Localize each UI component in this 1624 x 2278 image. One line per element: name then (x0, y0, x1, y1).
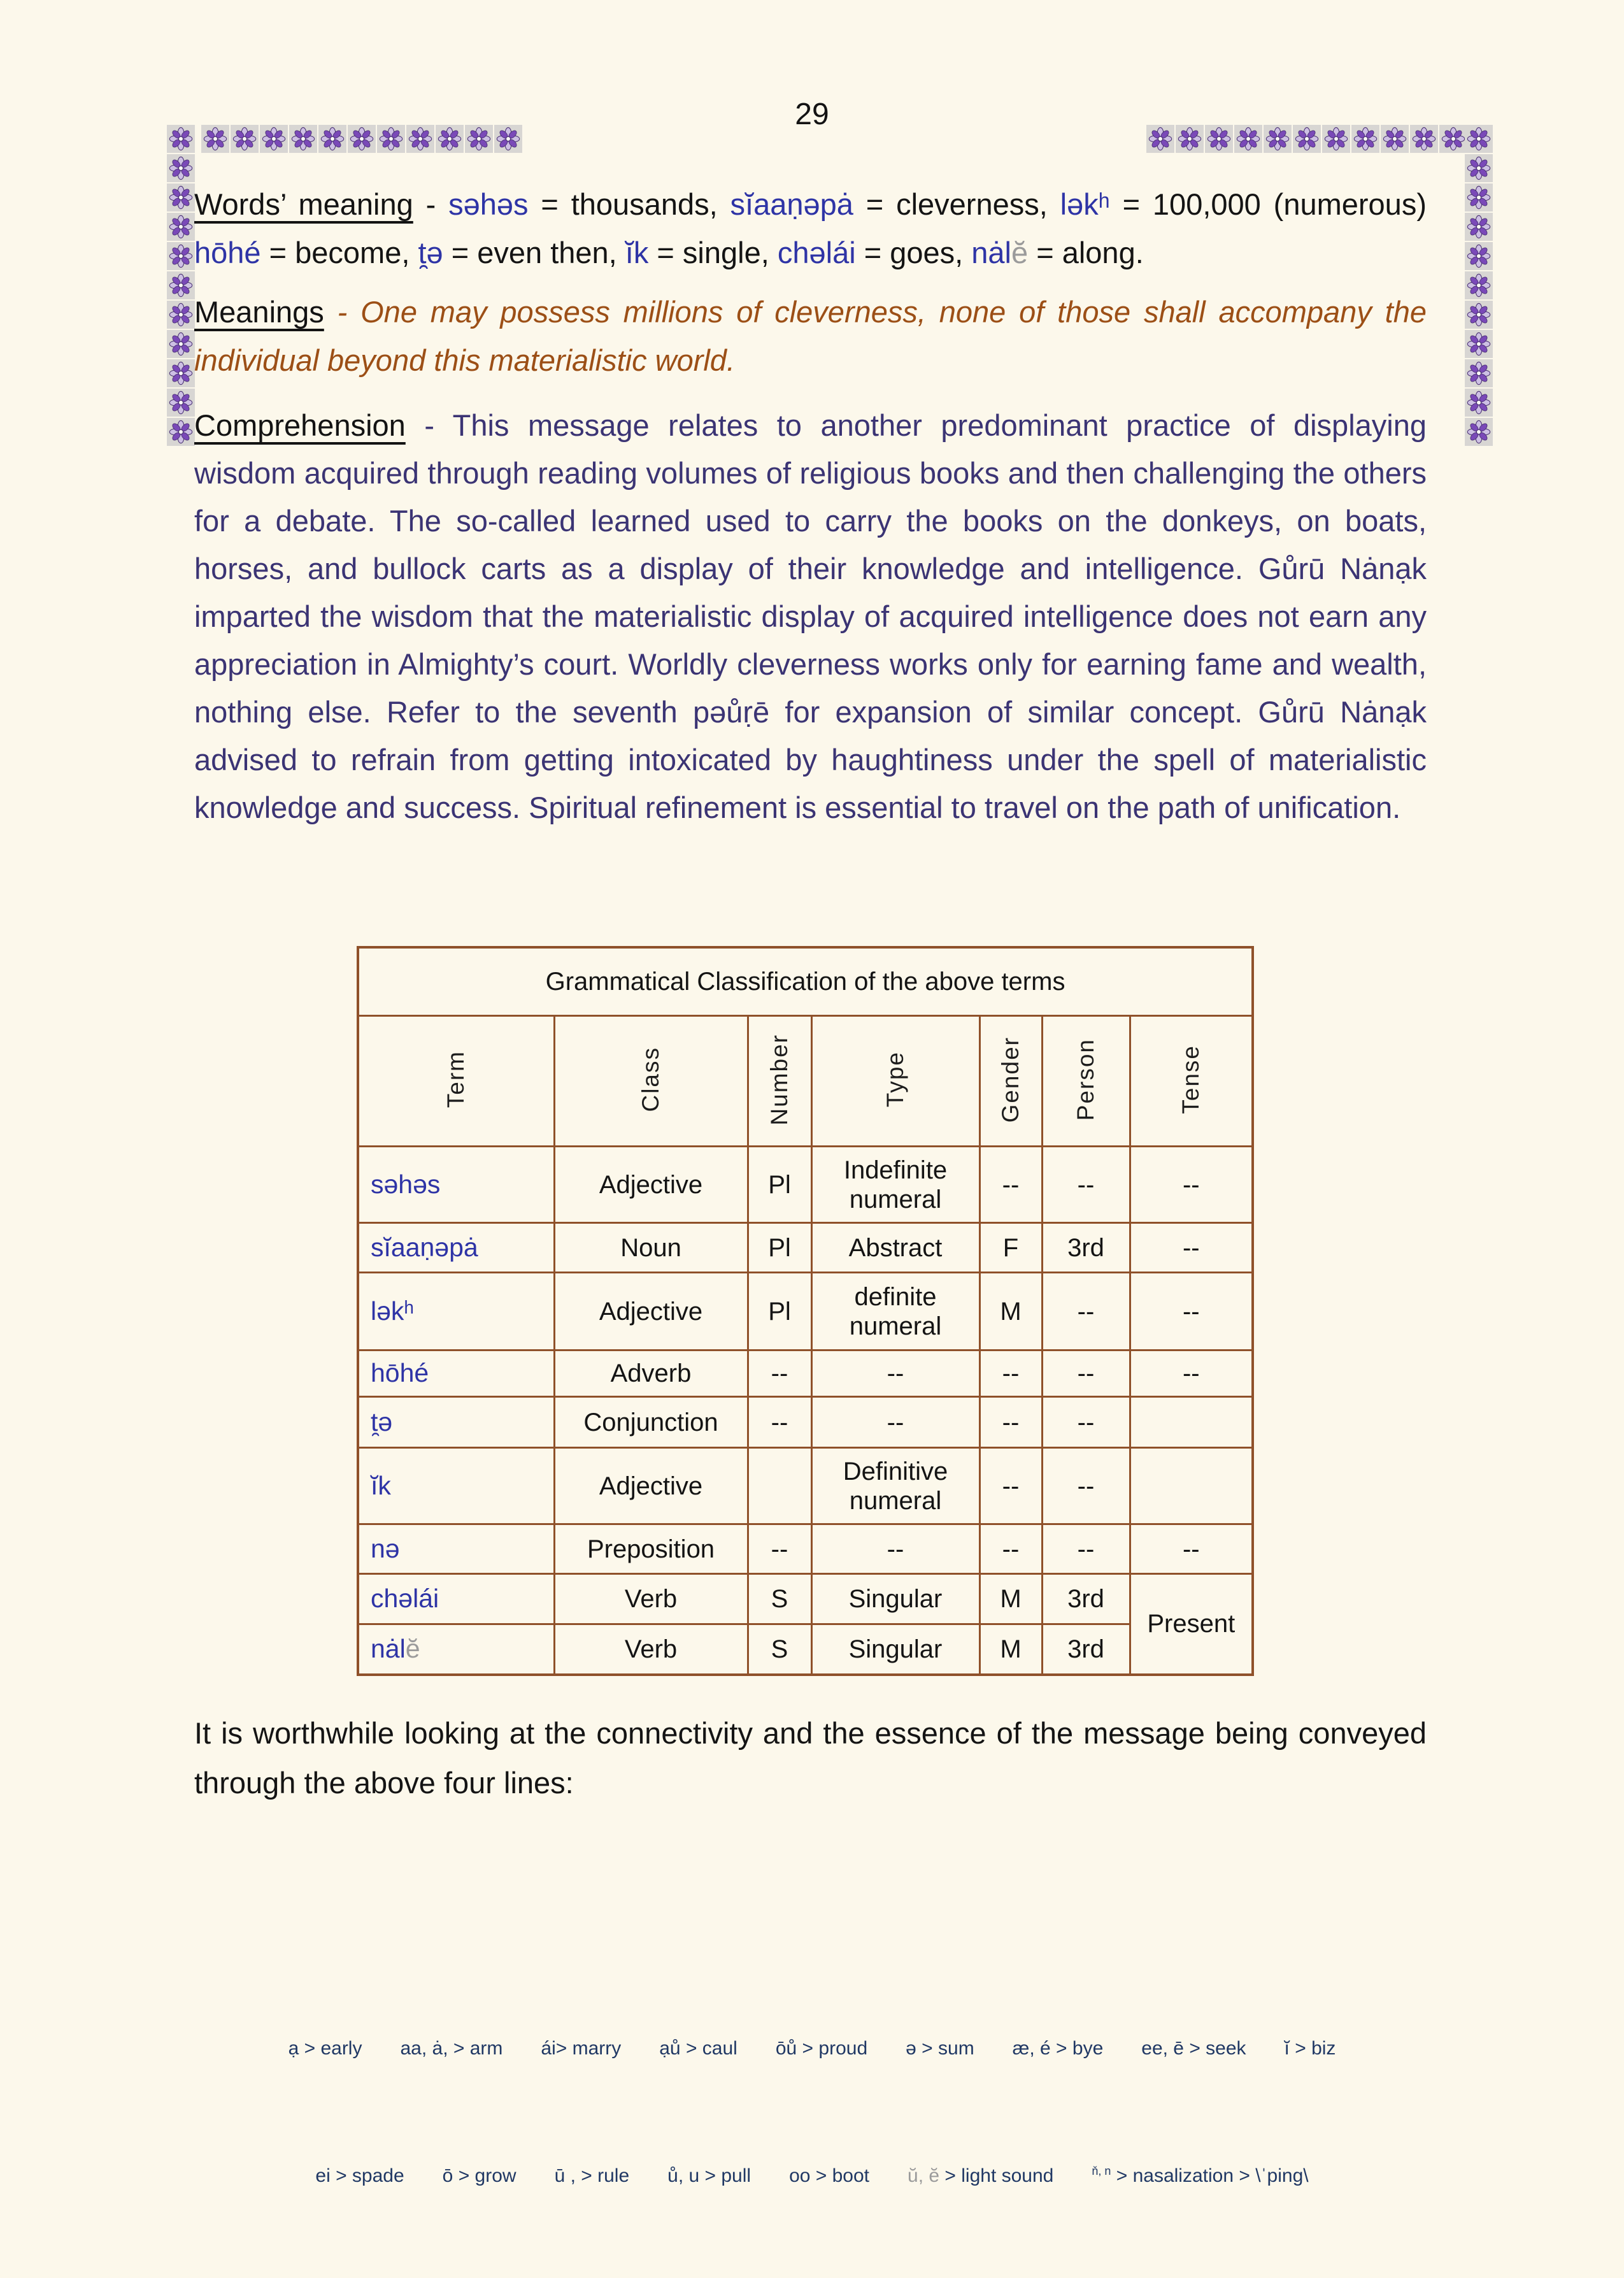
flower-icon (1148, 127, 1172, 151)
flower-tile (1381, 125, 1409, 153)
text-segment: ĭk (625, 236, 649, 269)
text-segment: ạ > early aa, ȧ, > arm ái> marry ạů > caul ōů > proud ə > sum æ, é > bye ee, ē > seek ĭ > biz (288, 2038, 1336, 2059)
cell-tense: -- (1130, 1350, 1253, 1397)
flower-tile (167, 418, 195, 446)
flower-icon (1265, 127, 1290, 151)
flower-tile (167, 154, 195, 182)
flower-tile (1465, 213, 1493, 241)
text-segment: Words’ meaning (194, 187, 413, 221)
meanings-paragraph (194, 288, 1427, 385)
column-header-type: Type (811, 1016, 979, 1147)
pronunciation-guide-line-2 (191, 2151, 1433, 2196)
flower-icon (1467, 361, 1491, 385)
flower-icon (291, 127, 315, 151)
cell-type: Abstract (811, 1223, 979, 1273)
cell-number: -- (748, 1524, 811, 1574)
text-segment: = single, (648, 236, 778, 269)
comprehension-paragraph (194, 401, 1427, 831)
flower-tile (318, 125, 346, 153)
cell-class: Adjective (554, 1448, 748, 1524)
cell-type: Singular (811, 1574, 979, 1624)
flower-tile (1465, 242, 1493, 270)
text-segment: - This message relates to another predominant practice of displaying wisdom acquired through reading volumes of religious books and then challenging the others for a debate. The so-called learned used to carry the books on the donkeys, on boats, horses, and bullock carts as a display of their knowledge and intelligence. Gůrū Nȧnạk imparted the wisdom that the materialistic display of acquired intelligence does not earn any appreciation in Almighty’s court. Worldly cleverness works only for earning fame and wealth, nothing else. Refer to the seventh pəůṛē for expansion of similar concept. Gůrū Nȧnạk advised to refrain from getting intoxicated by haughtiness under the spell of materialistic knowledge and success. Spiritual refinement is essential to travel on the path of unification. (194, 408, 1427, 824)
flower-tile (1465, 301, 1493, 329)
flower-icon (1467, 156, 1491, 180)
flower-tile (1465, 183, 1493, 211)
cell-person: -- (1042, 1273, 1130, 1350)
cell-number: Pl (748, 1223, 811, 1273)
flower-icon (379, 127, 403, 151)
flower-icon (1236, 127, 1260, 151)
cell-term: ləkʰ (358, 1273, 554, 1350)
flower-icon (1383, 127, 1407, 151)
text-segment: = thousands, (528, 187, 730, 221)
flower-tile (465, 125, 493, 153)
flower-tile (1465, 389, 1493, 417)
table-row (358, 1524, 1253, 1574)
flower-icon (1441, 127, 1465, 151)
cell-gender: M (979, 1624, 1042, 1675)
cell-person: 3rd (1042, 1624, 1130, 1675)
flower-icon (1467, 420, 1491, 444)
flower-border-right (1465, 125, 1493, 446)
text-segment: ĕ (1011, 236, 1029, 269)
flower-tile (1465, 271, 1493, 299)
flower-tile (1465, 125, 1493, 153)
cell-gender: -- (979, 1350, 1042, 1397)
flower-icon (1467, 244, 1491, 268)
cell-type: Singular (811, 1624, 979, 1675)
text-segment: nȧl (971, 236, 1011, 269)
cell-class: Preposition (554, 1524, 748, 1574)
cell-number: Pl (748, 1147, 811, 1223)
flower-tile (494, 125, 522, 153)
flower-tile (1465, 154, 1493, 182)
text-segment: - (413, 187, 449, 221)
flower-tile (1322, 125, 1350, 153)
flower-icon (169, 215, 193, 239)
cell-tense: -- (1130, 1147, 1253, 1223)
flower-tile (167, 271, 195, 299)
flower-icon (169, 361, 193, 385)
table-row (358, 1223, 1253, 1273)
flower-tile (201, 125, 229, 153)
flower-tile (1439, 125, 1467, 153)
flower-icon (169, 156, 193, 180)
text-segment: = become, (260, 236, 418, 269)
table-row (358, 1147, 1253, 1223)
cell-class: Adjective (554, 1273, 748, 1350)
cell-tense (1130, 1448, 1253, 1524)
flower-tile (167, 183, 195, 211)
cell-number: -- (748, 1350, 811, 1397)
flower-icon (350, 127, 374, 151)
flower-tile (1351, 125, 1379, 153)
cell-type: -- (811, 1524, 979, 1574)
flower-tile (436, 125, 464, 153)
flower-tile (348, 125, 376, 153)
text-segment: nȧl (371, 1634, 406, 1664)
cell-term: hōhé (358, 1350, 554, 1397)
flower-tile (1176, 125, 1204, 153)
cell-class: Conjunction (554, 1397, 748, 1448)
flower-tile (1293, 125, 1321, 153)
cell-person: -- (1042, 1350, 1130, 1397)
flower-tile (406, 125, 434, 153)
flower-tile (167, 125, 195, 153)
cell-term: t̯ə (358, 1397, 554, 1448)
cell-person: -- (1042, 1397, 1130, 1448)
table-row (358, 1448, 1253, 1524)
cell-gender: F (979, 1223, 1042, 1273)
flower-tile (1465, 359, 1493, 387)
text-segment: = even then, (443, 236, 625, 269)
cell-tense: -- (1130, 1273, 1253, 1350)
table-title: Grammatical Classification of the above terms (358, 947, 1253, 1016)
pronunciation-guide (191, 1947, 1433, 2278)
flower-tile (1205, 125, 1233, 153)
text-segment: chəlái (777, 236, 856, 269)
cell-person: 3rd (1042, 1223, 1130, 1273)
cell-class: Verb (554, 1574, 748, 1624)
flower-icon (1467, 273, 1491, 297)
cell-class: Adjective (554, 1147, 748, 1223)
text-segment: - (324, 295, 361, 329)
flower-tile (1465, 418, 1493, 446)
column-header-tense: Tense (1130, 1016, 1253, 1147)
flower-tile (167, 389, 195, 417)
flower-icon (1353, 127, 1378, 151)
table-row (358, 1350, 1253, 1397)
flower-icon (496, 127, 520, 151)
flower-icon (1412, 127, 1436, 151)
flower-tile (167, 359, 195, 387)
text-segment: səhəs (448, 187, 529, 221)
flower-tile (289, 125, 317, 153)
connectivity-paragraph: It is worthwhile looking at the connectivity and the essence of the message being conveyed through the above four lines: (194, 1716, 1427, 1800)
cell-person: -- (1042, 1448, 1130, 1524)
cell-type: -- (811, 1350, 979, 1397)
cell-gender: -- (979, 1397, 1042, 1448)
flower-border-left (167, 125, 195, 446)
flower-icon (467, 127, 491, 151)
text-segment: = cleverness, (853, 187, 1060, 221)
text-segment: t̯ə (418, 236, 443, 269)
flower-tile (1146, 125, 1174, 153)
cell-tense: -- (1130, 1223, 1253, 1273)
flower-icon (438, 127, 462, 151)
flower-icon (1467, 127, 1491, 151)
text-segment: Comprehension (194, 408, 406, 442)
flower-icon (169, 127, 193, 151)
flower-icon (1324, 127, 1348, 151)
flower-icon (169, 332, 193, 356)
column-header-term: Term (358, 1016, 554, 1147)
table-header-row (358, 1016, 1253, 1147)
cell-type: definite numeral (811, 1273, 979, 1350)
text-segment: = goes, (855, 236, 972, 269)
flower-icon (408, 127, 432, 151)
flower-icon (1467, 215, 1491, 239)
flower-icon (1467, 303, 1491, 327)
cell-type: Indefinite numeral (811, 1147, 979, 1223)
column-header-person: Person (1042, 1016, 1130, 1147)
cell-class: Verb (554, 1624, 748, 1675)
flower-icon (1467, 390, 1491, 415)
text-segment: = 100,000 (numerous) (1109, 187, 1427, 221)
flower-tile (1410, 125, 1438, 153)
table-row (358, 1273, 1253, 1350)
flower-tile (167, 242, 195, 270)
table-title-row (358, 947, 1253, 1016)
cell-term: ĭk (358, 1448, 554, 1524)
flower-tile (167, 301, 195, 329)
flower-icon (169, 420, 193, 444)
table-row (358, 1624, 1253, 1675)
flower-icon (203, 127, 227, 151)
flower-icon (169, 244, 193, 268)
cell-gender: -- (979, 1147, 1042, 1223)
cell-person: -- (1042, 1147, 1130, 1223)
flower-icon (1295, 127, 1319, 151)
text-segment: sĭaaṇəpȧ (730, 187, 853, 221)
words-meaning-paragraph (194, 180, 1427, 277)
flower-tile (167, 213, 195, 241)
flower-tile (1264, 125, 1292, 153)
column-header-number: Number (748, 1016, 811, 1147)
text-segment: ei > spade ō > grow ū , > rule ů, u > pull oo > boot (315, 2165, 908, 2186)
cell-person: 3rd (1042, 1574, 1130, 1624)
text-segment: = along. (1028, 236, 1144, 269)
flower-icon (262, 127, 286, 151)
cell-number: S (748, 1624, 811, 1675)
text-segment: > nasalization > \ˈping\ (1111, 2165, 1309, 2186)
flower-icon (1467, 332, 1491, 356)
text-segment: One may possess millions of cleverness, none of those shall accompany the individual beyond this materialistic world. (194, 295, 1427, 377)
table-row (358, 1397, 1253, 1448)
text-segment: ň, n (1092, 2165, 1111, 2177)
cell-person: -- (1042, 1524, 1130, 1574)
text-segment: hōhé (194, 236, 261, 269)
flower-icon (169, 390, 193, 415)
cell-tense (1130, 1397, 1253, 1448)
flower-tile (231, 125, 259, 153)
column-header-gender: Gender (979, 1016, 1042, 1147)
flower-icon (232, 127, 257, 151)
flower-tile (1234, 125, 1262, 153)
flower-border-top-left (201, 125, 522, 153)
cell-number: -- (748, 1397, 811, 1448)
cell-type: -- (811, 1397, 979, 1448)
flower-icon (169, 303, 193, 327)
cell-tense-present: Present (1130, 1574, 1253, 1675)
grammatical-classification-table (357, 946, 1254, 1676)
cell-number: S (748, 1574, 811, 1624)
page-number: 29 (795, 97, 829, 131)
cell-class: Noun (554, 1223, 748, 1273)
flower-icon (169, 273, 193, 297)
flower-icon (1467, 185, 1491, 210)
cell-class: Adverb (554, 1350, 748, 1397)
cell-term: nə (358, 1524, 554, 1574)
flower-tile (1465, 330, 1493, 358)
cell-gender: -- (979, 1448, 1042, 1524)
cell-gender: -- (979, 1524, 1042, 1574)
text-segment: ĕ (405, 1634, 420, 1664)
flower-icon (320, 127, 345, 151)
cell-term: chəlái (358, 1574, 554, 1624)
cell-number (748, 1448, 811, 1524)
flower-icon (169, 185, 193, 210)
text-segment: > light sound (939, 2165, 1092, 2186)
flower-icon (1178, 127, 1202, 151)
cell-gender: M (979, 1273, 1042, 1350)
cell-type: Definitive numeral (811, 1448, 979, 1524)
text-segment: ŭ, ĕ (908, 2165, 940, 2186)
table-row (358, 1574, 1253, 1624)
cell-number: Pl (748, 1273, 811, 1350)
text-segment: Meanings (194, 295, 324, 329)
cell-term: səhəs (358, 1147, 554, 1223)
cell-gender: M (979, 1574, 1042, 1624)
text-segment: ləkʰ (1060, 187, 1110, 221)
flower-border-top-right (1146, 125, 1467, 153)
flower-icon (1207, 127, 1231, 151)
column-header-class: Class (554, 1016, 748, 1147)
pronunciation-guide-line-1 (191, 2028, 1433, 2069)
flower-tile (260, 125, 288, 153)
cell-term: sĭaaṇəpȧ (358, 1223, 554, 1273)
flower-tile (167, 330, 195, 358)
flower-tile (377, 125, 405, 153)
cell-term (358, 1624, 554, 1675)
cell-tense: -- (1130, 1524, 1253, 1574)
